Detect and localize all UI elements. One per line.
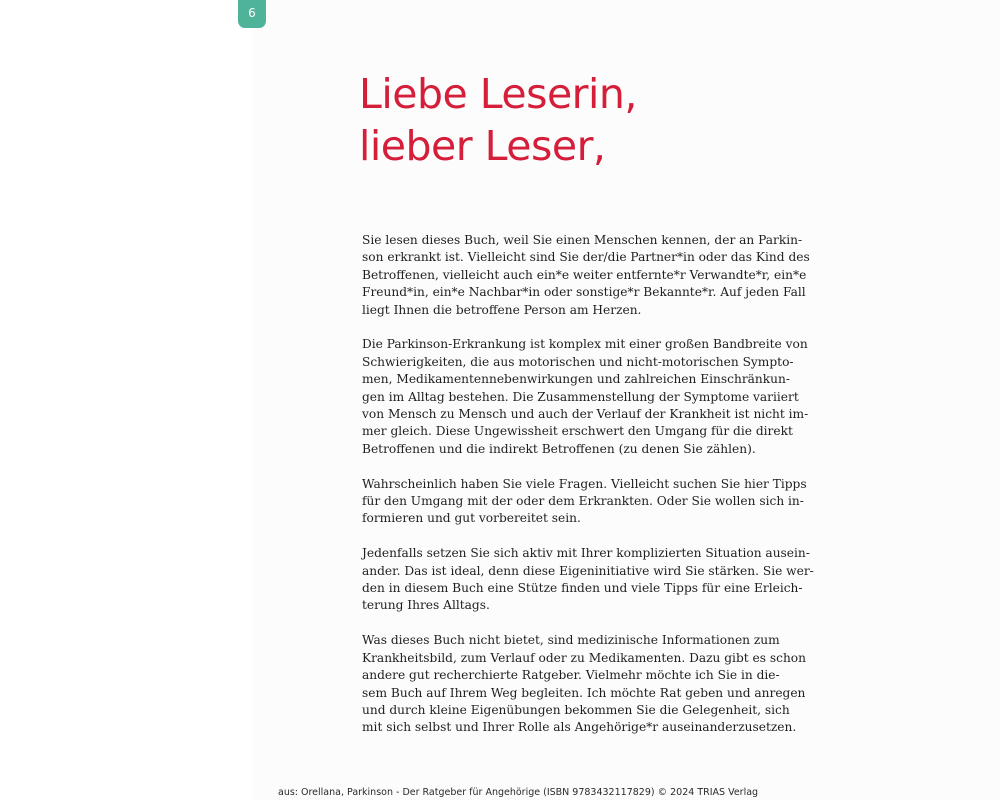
text-line: mit sich selbst und Ihrer Rolle als Angehörige*r auseinanderzusetzen.	[362, 720, 797, 735]
text-line: liegt Ihnen die betroffene Person am Herzen.	[362, 302, 642, 317]
paragraph	[362, 476, 807, 528]
paragraph	[362, 632, 806, 736]
text-line: Krankheitsbild, zum Verlauf oder zu Medikamenten. Dazu gibt es schon	[362, 650, 806, 665]
heading-line: lieber Leser,	[359, 122, 606, 170]
text-line: Die Parkinson-Erkrankung ist komplex mit einer großen Bandbreite von	[362, 337, 808, 352]
text-line: ander. Das ist ideal, denn diese Eigeninitiative wird Sie stärken. Sie wer-	[362, 563, 814, 578]
text-line: Betroffenen und die indirekt Betroffenen (zu denen Sie zählen).	[362, 441, 756, 456]
text-line: son erkrankt ist. Vielleicht sind Sie der/die Partner*in oder das Kind des	[362, 250, 810, 265]
source-citation: aus: Orellana, Parkinson - Der Ratgeber für Angehörige (ISBN 9783432117829) © 2024 TRIAS Verlag	[278, 787, 759, 798]
text-line: gen im Alltag bestehen. Die Zusammenstellung der Symptome variiert	[362, 389, 799, 404]
text-line: formieren und gut vorbereitet sein.	[362, 511, 581, 526]
text-line: Schwierigkeiten, die aus motorischen und nicht-motorischen Sympto-	[362, 354, 794, 369]
text-line: men, Medikamentennebenwirkungen und zahlreichen Einschränkun-	[362, 372, 790, 387]
text-line: Was dieses Buch nicht bietet, sind medizinische Informationen zum	[362, 633, 780, 648]
paragraph	[362, 336, 809, 458]
text-line: und durch kleine Eigenübungen bekommen Sie die Gelegenheit, sich	[362, 702, 790, 717]
text-line: für den Umgang mit der oder dem Erkrankten. Oder Sie wollen sich in-	[362, 494, 804, 509]
text-line: von Mensch zu Mensch und auch der Verlauf der Krankheit ist nicht im-	[362, 407, 809, 422]
page-heading	[359, 68, 779, 172]
text-line: mer gleich. Diese Ungewissheit erschwert den Umgang für die direkt	[362, 424, 793, 439]
text-line: sem Buch auf Ihrem Weg begleiten. Ich möchte Rat geben und anregen	[362, 685, 806, 700]
text-line: den in diesem Buch eine Stütze finden und viele Tipps für eine Erleich-	[362, 581, 803, 596]
text-line: terung Ihres Alltags.	[362, 598, 490, 613]
text-line: andere gut recherchierte Ratgeber. Vielmehr möchte ich Sie in die-	[362, 668, 780, 683]
body-text	[362, 232, 814, 754]
text-line: Freund*in, ein*e Nachbar*in oder sonstige*r Bekannte*r. Auf jeden Fall	[362, 285, 806, 300]
text-line: Wahrscheinlich haben Sie viele Fragen. Vielleicht suchen Sie hier Tipps	[362, 476, 807, 491]
heading-line: Liebe Leserin,	[359, 70, 637, 118]
paragraph	[362, 545, 814, 615]
text-line: Jedenfalls setzen Sie sich aktiv mit Ihrer komplizierten Situation ausein-	[362, 546, 810, 561]
page-number-badge: 6	[238, 0, 266, 28]
text-line: Sie lesen dieses Buch, weil Sie einen Menschen kennen, der an Parkin-	[362, 233, 803, 247]
paragraph	[362, 232, 810, 319]
text-line: Betroffenen, vielleicht auch ein*e weiter entfernte*r Verwandte*r, ein*e	[362, 267, 807, 282]
